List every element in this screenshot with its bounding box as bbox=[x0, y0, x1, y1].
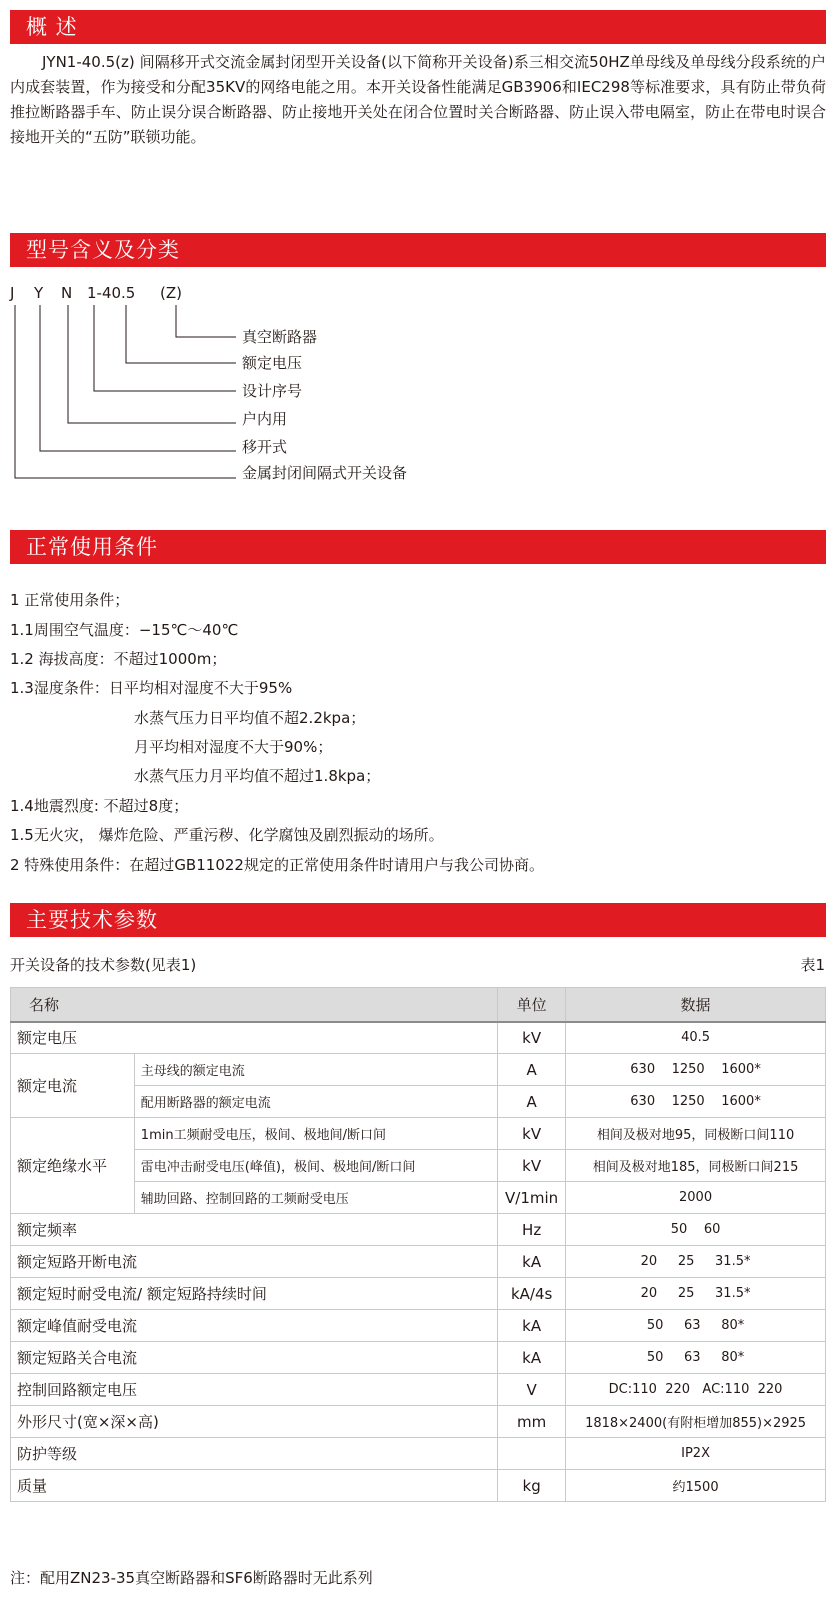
code-char-n: N bbox=[61, 284, 73, 302]
section-header-conditions: 正常使用条件 bbox=[10, 530, 826, 564]
row-name: 额定短时耐受电流/ 额定短路持续时间 bbox=[11, 1278, 498, 1310]
code-char-z: (Z) bbox=[160, 284, 182, 302]
row-sub-name: 雷电冲击耐受电压(峰值)，极间、极地间/断口间 bbox=[134, 1150, 497, 1182]
row-name: 额定频率 bbox=[11, 1214, 498, 1246]
model-label-rated-voltage: 额定电压 bbox=[242, 354, 303, 372]
header-data: 数据 bbox=[566, 988, 826, 1022]
overview-paragraph bbox=[10, 50, 826, 150]
spec-table bbox=[10, 987, 826, 1502]
row-sub-name: 主母线的额定电流 bbox=[134, 1054, 497, 1086]
row-value: IP2X bbox=[566, 1438, 826, 1470]
row-unit: kV bbox=[498, 1118, 566, 1150]
row-unit: Hz bbox=[498, 1214, 566, 1246]
row-unit: kV bbox=[498, 1022, 566, 1054]
row-unit: V/1min bbox=[498, 1182, 566, 1214]
condition-line: 1.2 海拔高度：不超过1000m； bbox=[10, 650, 227, 668]
code-char-j: J bbox=[10, 284, 15, 302]
row-name: 质量 bbox=[11, 1470, 498, 1502]
row-name: 额定短路关合电流 bbox=[11, 1342, 498, 1374]
condition-line: 2 特殊使用条件：在超过GB11022规定的正常使用条件时请用户与我公司协商。 bbox=[10, 856, 544, 874]
row-sub-name: 1min工频耐受电压，极间、极地间/断口间 bbox=[134, 1118, 497, 1150]
condition-line: 1 正常使用条件； bbox=[10, 591, 130, 609]
row-value: 约1500 bbox=[566, 1470, 826, 1502]
condition-line: 1.4地震烈度: 不超过8度； bbox=[10, 797, 189, 815]
row-sub-name: 辅助回路、控制回路的工频耐受电压 bbox=[134, 1182, 497, 1214]
row-value: 2000 bbox=[566, 1182, 826, 1214]
row-unit: kA bbox=[498, 1310, 566, 1342]
row-name: 控制回路额定电压 bbox=[11, 1374, 498, 1406]
condition-line: 水蒸气压力日平均值不超2.2kpa； bbox=[134, 709, 366, 727]
row-unit: kV bbox=[498, 1150, 566, 1182]
table-row bbox=[11, 1054, 826, 1086]
row-unit: A bbox=[498, 1086, 566, 1118]
header-unit: 单位 bbox=[498, 988, 566, 1022]
model-label-withdrawable: 移开式 bbox=[242, 438, 288, 456]
row-unit: A bbox=[498, 1054, 566, 1086]
row-value: 50 63 80* bbox=[566, 1342, 826, 1374]
row-unit: kA/4s bbox=[498, 1278, 566, 1310]
model-code-diagram bbox=[10, 283, 826, 503]
section-header-specs: 主要技术参数 bbox=[10, 903, 826, 937]
row-value: 40.5 bbox=[566, 1022, 826, 1054]
table-row bbox=[11, 1278, 826, 1310]
row-sub-name: 配用断路器的额定电流 bbox=[134, 1086, 497, 1118]
table-footnote: 注：配用ZN23-35真空断路器和SF6断路器时无此系列 bbox=[10, 1569, 373, 1587]
table-row bbox=[11, 1214, 826, 1246]
model-label-vacuum-breaker: 真空断路器 bbox=[242, 328, 318, 346]
table-row bbox=[11, 1022, 826, 1054]
table-header-row bbox=[11, 988, 826, 1022]
condition-line: 1.1周围空气温度：−15℃～40℃ bbox=[10, 621, 239, 639]
model-connector-lines bbox=[10, 283, 250, 503]
row-value: 相间及极对地95，同极断口间110 bbox=[566, 1118, 826, 1150]
row-value: DC:110 220 AC:110 220 bbox=[566, 1374, 826, 1406]
condition-line: 水蒸气压力月平均值不超过1.8kpa； bbox=[134, 767, 381, 785]
table-row bbox=[11, 1246, 826, 1278]
row-unit: kg bbox=[498, 1470, 566, 1502]
condition-line: 1.3湿度条件：日平均相对湿度不大于95% bbox=[10, 679, 293, 697]
row-unit bbox=[498, 1438, 566, 1470]
condition-line: 1.5无火灾， 爆炸危险、严重污秽、化学腐蚀及剧烈振动的场所。 bbox=[10, 826, 444, 844]
table-row bbox=[11, 1342, 826, 1374]
row-name: 额定短路开断电流 bbox=[11, 1246, 498, 1278]
row-value: 1818×2400(有附柜增加855)×2925 bbox=[566, 1406, 826, 1438]
row-group-name: 额定绝缘水平 bbox=[11, 1118, 135, 1214]
table-row bbox=[11, 1470, 826, 1502]
row-unit: V bbox=[498, 1374, 566, 1406]
table-row bbox=[11, 1374, 826, 1406]
table-row bbox=[11, 1118, 826, 1150]
row-value: 630 1250 1600* bbox=[566, 1086, 826, 1118]
row-group-name: 额定电流 bbox=[11, 1054, 135, 1118]
row-unit: kA bbox=[498, 1342, 566, 1374]
row-value: 50 60 bbox=[566, 1214, 826, 1246]
row-value: 相间及极对地185，同极断口间215 bbox=[566, 1150, 826, 1182]
header-name: 名称 bbox=[11, 988, 498, 1022]
row-value: 20 25 31.5* bbox=[566, 1278, 826, 1310]
row-name: 防护等级 bbox=[11, 1438, 498, 1470]
section-header-model: 型号含义及分类 bbox=[10, 233, 826, 267]
row-unit: mm bbox=[498, 1406, 566, 1438]
model-label-design-serial: 设计序号 bbox=[242, 382, 303, 400]
model-label-indoor: 户内用 bbox=[242, 410, 288, 428]
row-name: 额定峰值耐受电流 bbox=[11, 1310, 498, 1342]
row-value: 630 1250 1600* bbox=[566, 1054, 826, 1086]
table-row bbox=[11, 1438, 826, 1470]
row-name: 外形尺寸(宽×深×高) bbox=[11, 1406, 498, 1438]
table-row bbox=[11, 1310, 826, 1342]
model-label-metal-enclosed: 金属封闭间隔式开关设备 bbox=[242, 464, 408, 482]
table-caption: 开关设备的技术参数(见表1) bbox=[10, 956, 197, 974]
code-char-design: 1-40.5 bbox=[87, 284, 136, 302]
table-row bbox=[11, 1406, 826, 1438]
table-number: 表1 bbox=[800, 956, 825, 974]
code-char-y: Y bbox=[34, 284, 44, 302]
condition-line: 月平均相对湿度不大于90%； bbox=[134, 738, 333, 756]
row-value: 50 63 80* bbox=[566, 1310, 826, 1342]
row-unit: kA bbox=[498, 1246, 566, 1278]
row-name: 额定电压 bbox=[11, 1022, 498, 1054]
row-value: 20 25 31.5* bbox=[566, 1246, 826, 1278]
section-header-overview: 概 述 bbox=[10, 10, 826, 44]
overview-text: JYN1-40.5(z) 间隔移开式交流金属封闭型开关设备(以下简称开关设备)系三相交流50HZ单母线及单母线分段系统的户内成套装置，作为接受和分配35KV的网络电能之用。本开关设备性能满足GB3906和IEC298等标准要求，具有防止带负荷推拉断路器手车、防止误分误合断路器、防止接地开关处在闭合位置时关合断路器、防止误入带电隔室，防止在带电时误合接地开关的“五防”联锁功能。 bbox=[10, 53, 826, 146]
